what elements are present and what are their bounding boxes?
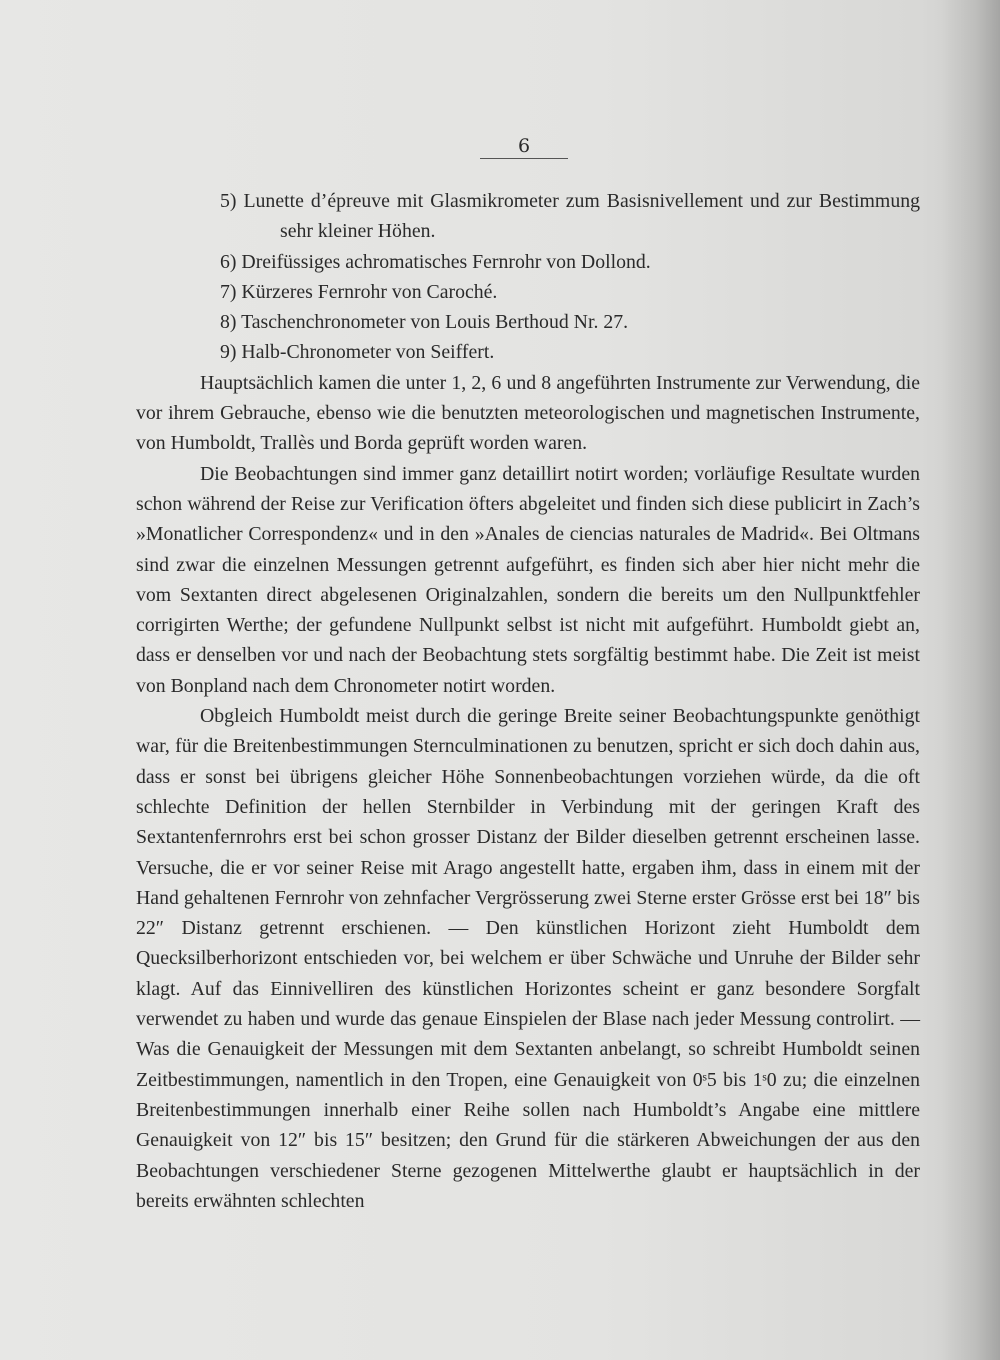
- page-number: 6: [517, 135, 531, 157]
- list-item: 7) Kürzeres Fernrohr von Caroché.: [220, 280, 498, 303]
- list-item: 6) Dreifüssiges achromatisches Fernrohr von Dollond.: [220, 250, 651, 273]
- page-edge-shadow: [940, 0, 1000, 1360]
- list-item: 5) Lunette d’épreuve mit Glasmikrometer zum Basisnivellement und zur Bestimmung sehr kleiner Höhen.: [220, 190, 920, 243]
- list-item: 8) Taschenchronometer von Louis Berthoud Nr. 27.: [220, 311, 629, 334]
- paragraph-instruments-use: Hauptsächlich kamen die unter 1, 2, 6 und 8 angeführten Instrumente zur Verwendung, die vor ihrem Gebrauche, ebenso wie die benutzten meteorologischen und magnetischen Instrumente, von Humboldt, Trallès und Borda geprüft worden waren.: [136, 371, 920, 455]
- paragraph-accuracy: Obgleich Humboldt meist durch die geringe Breite seiner Beobachtungspunkte genöthigt war, für die Breitenbestimmungen Sternculminationen zu benutzen, spricht er sich doch dahin aus, dass er sonst bei übrigens gleicher Höhe Sonnenbeobachtungen vorziehen würde, da die oft schlechte Definition der hellen Sternbilder in Verbindung mit der geringen Kraft des Sextantenfernrohrs erst bei schon grosser Distanz der Bilder dieselben getrennt erscheinen lasse. Versuche, die er vor seiner Reise mit Arago angestellt hatte, ergaben ihm, dass in einem mit der Hand gehaltenen Fernrohr von zehnfacher Vergrösserung zwei Sterne erster Grösse erst bei 18″ bis 22″ Distanz getrennt erschienen. — Den künstlichen Horizont zieht Humboldt dem Quecksilberhorizont entschieden vor, bei welchem er über Schwäche und Unruhe der Bilder sehr klagt. Auf das Einnivelliren des künstlichen Horizontes scheint er ganz besondere Sorgfalt verwendet zu haben und wurde das genaue Einspielen der Blase nach jeder Messung controlirt. — Was die Genauigkeit der Messungen mit dem Sextanten anbelangt, so schreibt Humboldt seinen Zeitbestimmungen, namentlich in den Tropen, eine Genauigkeit von 0ˢ5 bis 1ˢ0 zu; die einzelnen Breitenbestimmungen innerhalb einer Reihe sollen nach Humboldt’s Angabe eine mittlere Genauigkeit von 12″ bis 15″ besitzen; den Grund für die stärkeren Abweichungen der aus den Beobachtungen verschiedener Sterne gezogenen Mittelwerthe glaubt er hauptsächlich in der bereits erwähnten schlechten: [136, 705, 920, 1212]
- paragraph-observations: Die Beobachtungen sind immer ganz detaillirt notirt worden; vorläufige Resultate wurden schon während der Reise zur Verification öfters abgeleitet und finden sich diese publicirt in Zach’s »Monatlicher Correspondenz« und in den »Anales de ciencias naturales de Madrid«. Bei Oltmans sind zwar die einzelnen Messungen getrennt aufgeführt, es finden sich aber hier nicht mehr die vom Sextanten direct abgelesenen Originalzahlen, sondern die bereits um den Nullpunktfehler corrigirten Werthe; der gefundene Nullpunkt selbst ist nicht mit aufgeführt. Humboldt giebt an, dass er denselben vor und nach der Beobachtung stets sorgfältig bestimmt habe. Die Zeit ist meist von Bonpland nach dem Chronometer notirt worden.: [136, 462, 920, 697]
- body-text: [136, 186, 920, 1216]
- list-item: 9) Halb-Chronometer von Seiffert.: [220, 341, 495, 364]
- page-number-rule: [480, 158, 568, 159]
